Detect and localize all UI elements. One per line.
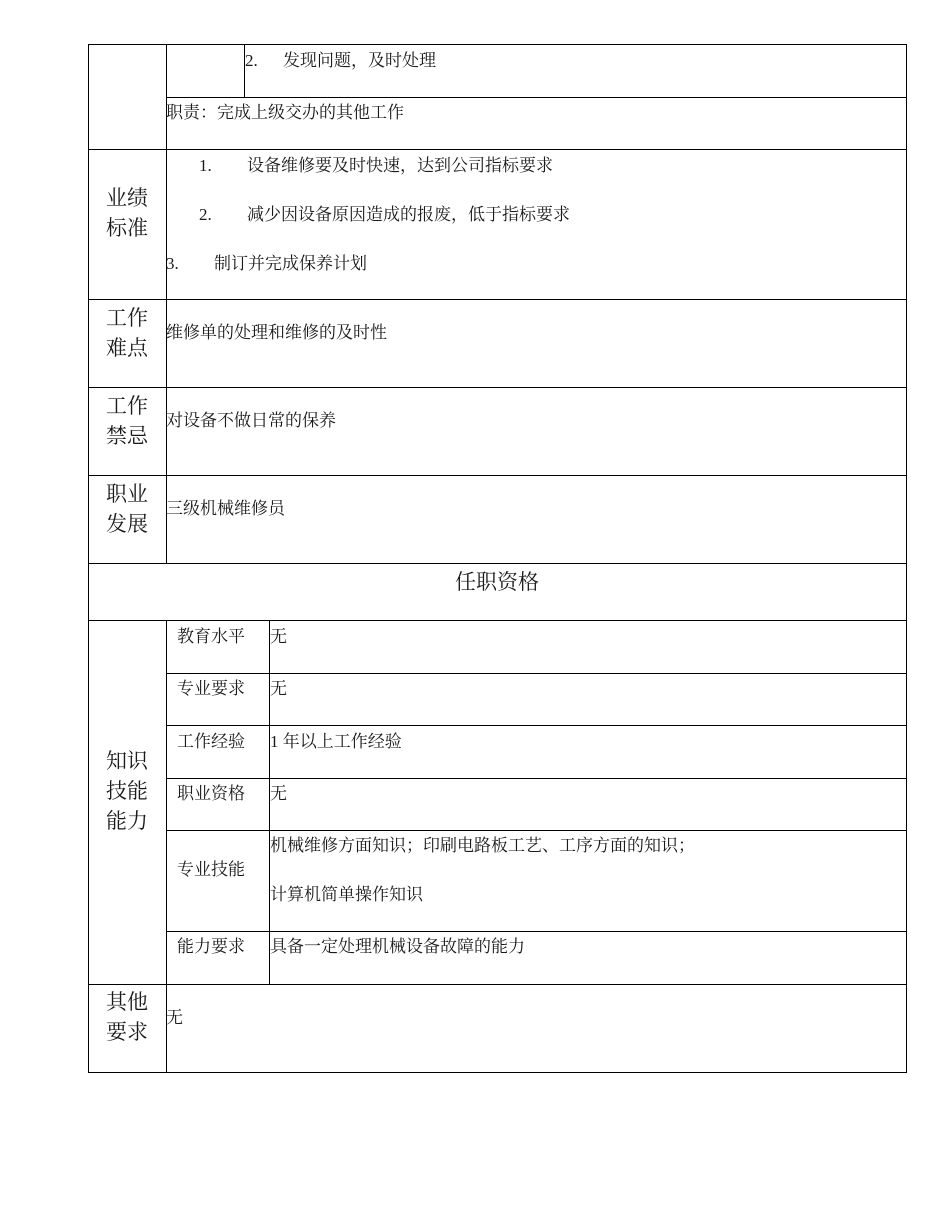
- duty-item-number: 2.: [245, 51, 258, 70]
- row-divider: [88, 299, 907, 300]
- row-divider: [88, 620, 907, 621]
- label-column-divider-bottom: [166, 621, 167, 1073]
- performance-item-text: 制订并完成保养计划: [214, 254, 367, 273]
- performance-item-number: 1.: [199, 156, 212, 175]
- row-divider: [166, 931, 907, 932]
- row-divider: [166, 673, 907, 674]
- difficulty-text: 维修单的处理和维修的及时性: [166, 323, 387, 342]
- performance-item-text: 减少因设备原因造成的报废，低于指标要求: [247, 205, 570, 224]
- row-divider: [166, 778, 907, 779]
- knowledge-row-value: 机械维修方面知识；印刷电路板工艺、工序方面的知识；: [270, 836, 695, 855]
- performance-item-text: 设备维修要及时快速，达到公司指标要求: [247, 156, 553, 175]
- knowledge-row-key: 教育水平: [177, 627, 245, 646]
- knowledge-row-value: 具备一定处理机械设备故障的能力: [270, 937, 525, 956]
- qualification-section-title: 任职资格: [455, 570, 539, 594]
- row-divider: [88, 984, 907, 985]
- career-label: 职业 发展: [106, 482, 148, 536]
- knowledge-row-key: 工作经验: [177, 732, 245, 751]
- difficulty-label: 工作 难点: [106, 306, 148, 360]
- duty-item-text: 发现问题，及时处理: [283, 51, 436, 70]
- knowledge-row-key: 能力要求: [177, 937, 245, 956]
- other-duty-text: 职责：完成上级交办的其他工作: [166, 103, 404, 122]
- knowledge-row-value-line2: 计算机简单操作知识: [270, 885, 423, 904]
- knowledge-row-value: 无: [270, 679, 287, 698]
- taboo-label: 工作 禁忌: [106, 394, 148, 448]
- knowledge-row-key: 专业要求: [177, 679, 245, 698]
- performance-item-number: 3.: [166, 254, 179, 273]
- job-description-table: [88, 44, 907, 1073]
- row-divider: [88, 563, 907, 564]
- knowledge-row-key: 专业技能: [177, 860, 245, 879]
- knowledge-row-value: 无: [270, 627, 287, 646]
- performance-item-number: 2.: [199, 205, 212, 224]
- career-text: 三级机械维修员: [166, 499, 285, 518]
- row-divider: [88, 149, 907, 150]
- row-divider: [88, 475, 907, 476]
- knowledge-row-value: 无: [270, 784, 287, 803]
- other-text: 无: [166, 1008, 183, 1027]
- row-divider: [166, 725, 907, 726]
- taboo-text: 对设备不做日常的保养: [166, 411, 336, 430]
- row-divider: [166, 830, 907, 831]
- row-divider: [166, 97, 907, 98]
- row-divider: [88, 387, 907, 388]
- knowledge-row-value: 1 年以上工作经验: [270, 732, 402, 751]
- knowledge-label: 知识 技能 能力: [106, 749, 148, 833]
- performance-label: 业绩 标准: [106, 186, 148, 240]
- knowledge-row-key: 职业资格: [177, 784, 245, 803]
- other-label: 其他 要求: [106, 990, 148, 1044]
